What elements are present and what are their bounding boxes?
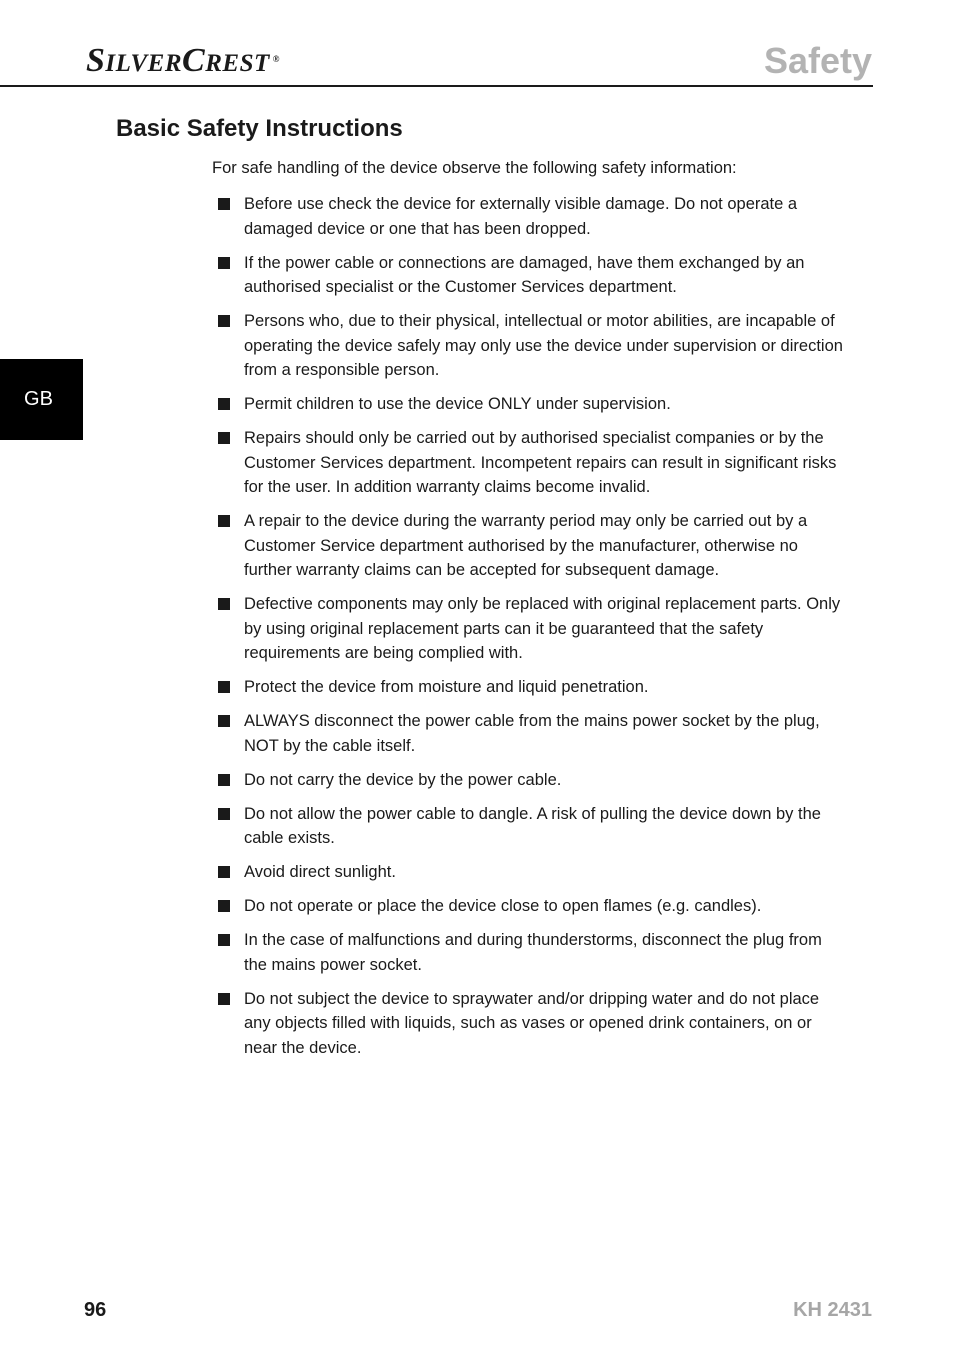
- square-bullet-icon: [218, 808, 230, 820]
- list-item-text: Before use check the device for externally visible damage. Do not operate a damaged device or one that has been dropped.: [244, 195, 798, 238]
- list-item: [218, 768, 843, 793]
- list-item: [218, 509, 843, 583]
- list-item: [218, 251, 843, 300]
- list-item: [218, 987, 843, 1061]
- list-item-text: Persons who, due to their physical, intellectual or motor abilities, are incapable of operating the device safely may only use the device under supervision or direction from a responsible person.: [244, 312, 843, 379]
- list-item-text: A repair to the device during the warranty period may only be carried out by a Customer Service department authorised by the manufacturer, otherwise no further warranty claims can be accepted for subsequent damage.: [244, 512, 808, 579]
- list-item-text: Protect the device from moisture and liquid penetration.: [244, 678, 649, 696]
- list-item-text: Do not allow the power cable to dangle. A risk of pulling the device down by the cable exists.: [244, 804, 821, 847]
- square-bullet-icon: [218, 681, 230, 693]
- page-heading: Basic Safety Instructions: [116, 115, 403, 142]
- square-bullet-icon: [218, 432, 230, 444]
- list-item: [218, 192, 843, 241]
- logo-text-rest: REST: [205, 50, 270, 77]
- list-item: [218, 592, 843, 666]
- square-bullet-icon: [218, 993, 230, 1005]
- square-bullet-icon: [218, 774, 230, 786]
- model-number: KH 2431: [793, 1299, 872, 1321]
- registered-mark: ®: [272, 53, 280, 64]
- list-item: [218, 894, 843, 919]
- list-item: [218, 392, 843, 417]
- logo-letter-s: S: [86, 42, 106, 79]
- list-item: [218, 860, 843, 885]
- list-item-text: In the case of malfunctions and during thunderstorms, disconnect the plug from the mains power socket.: [244, 931, 822, 974]
- logo-text-ilver: ILVER: [105, 50, 183, 77]
- square-bullet-icon: [218, 198, 230, 210]
- square-bullet-icon: [218, 515, 230, 527]
- square-bullet-icon: [218, 398, 230, 410]
- section-title: Safety: [763, 40, 872, 81]
- list-item-text: Permit children to use the device ONLY under supervision.: [244, 395, 671, 413]
- safety-list: [218, 192, 843, 1070]
- square-bullet-icon: [218, 598, 230, 610]
- square-bullet-icon: [218, 934, 230, 946]
- logo-letter-c: C: [182, 42, 206, 79]
- list-item-text: Do not subject the device to spraywater and/or dripping water and do not place any objects filled with liquids, such as vases or opened drink containers, on or near the device.: [244, 989, 820, 1057]
- square-bullet-icon: [218, 866, 230, 878]
- list-item-text: ALWAYS disconnect the power cable from the mains power socket by the plug, NOT by the cable itself.: [244, 712, 820, 755]
- page-number: 96: [84, 1299, 107, 1321]
- list-item: [218, 426, 843, 500]
- list-item-text: Do not carry the device by the power cable.: [244, 770, 562, 789]
- list-item-text: If the power cable or connections are damaged, have them exchanged by an authorised specialist or the Customer Services department.: [244, 253, 805, 296]
- header-divider: [0, 85, 873, 87]
- list-item: [218, 928, 843, 977]
- list-item-text: Do not operate or place the device close to open flames (e.g. candles).: [244, 897, 762, 915]
- list-item: [218, 802, 843, 851]
- square-bullet-icon: [218, 715, 230, 727]
- language-tab: GB: [0, 359, 83, 440]
- square-bullet-icon: [218, 900, 230, 912]
- intro-text: For safe handling of the device observe the following safety information:: [212, 159, 737, 177]
- list-item: [218, 709, 843, 758]
- list-item-text: Repairs should only be carried out by authorised specialist companies or by the Customer Services department. Incompetent repairs can result in significant risks for the user. In addition warranty claims become invalid.: [244, 429, 837, 496]
- list-item: [218, 675, 843, 700]
- square-bullet-icon: [218, 315, 230, 327]
- page-header: [0, 0, 954, 90]
- square-bullet-icon: [218, 257, 230, 269]
- brand-logo: [86, 42, 280, 80]
- list-item-text: Avoid direct sunlight.: [244, 863, 396, 881]
- list-item-text: Defective components may only be replaced with original replacement parts. Only by using original replacement parts can it be guaranteed that the safety requirements are being complied with.: [244, 595, 841, 662]
- list-item: [218, 309, 843, 383]
